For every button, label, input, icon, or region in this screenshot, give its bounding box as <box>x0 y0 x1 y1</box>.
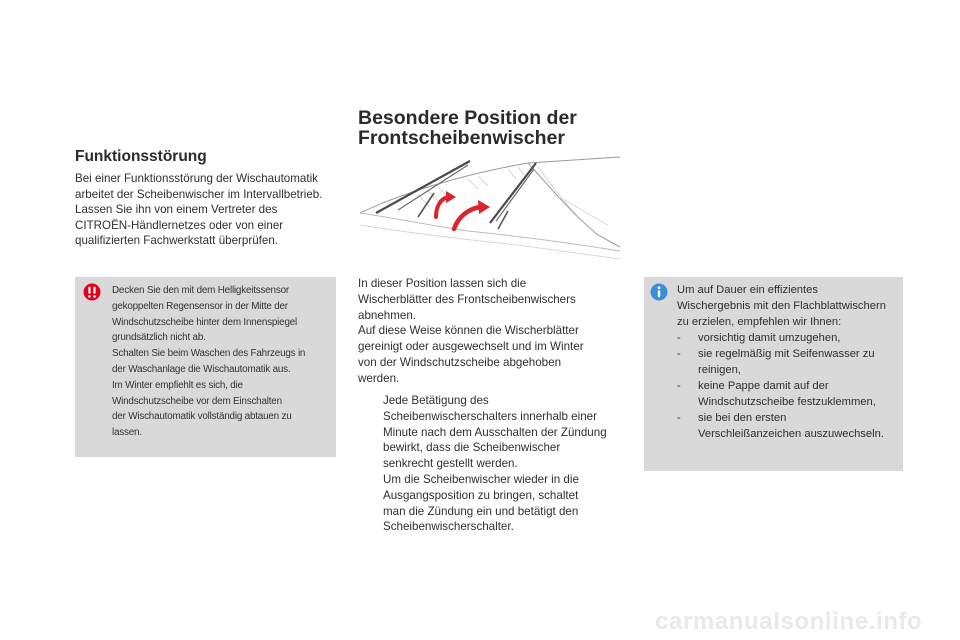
warning-line: Im Winter empfiehlt es sich, die <box>112 379 243 391</box>
step-line: Ausgangsposition zu bringen, schaltet <box>383 488 579 502</box>
warning-line: Schalten Sie beim Waschen des Fahrzeugs in <box>112 348 306 360</box>
step-item <box>358 393 628 472</box>
paragraph-line: abnehmen. <box>358 308 417 322</box>
step-marker-icon <box>358 393 383 472</box>
step-line: Scheibenwischerschalters innerhalb einer <box>383 409 597 423</box>
info-text <box>677 282 886 442</box>
step-line: senkrecht gestellt werden. <box>383 457 518 471</box>
step-line: Um die Scheibenwischer wieder in die <box>383 472 579 486</box>
paragraph-line: In dieser Position lassen sich die <box>358 277 527 290</box>
paragraph-line: arbeitet der Scheibenwischer im Intervallbetrieb. <box>75 187 323 201</box>
paragraph-line: Wischerblätter des Frontscheibenwischers <box>358 292 576 306</box>
info-list-item <box>677 330 886 346</box>
info-list-item <box>677 346 886 378</box>
info-box <box>644 277 903 471</box>
warning-line: lassen. <box>112 427 142 439</box>
warning-line: Decken Sie den mit dem Helligkeitssensor <box>112 285 289 296</box>
info-line: sie regelmäßig mit Seifenwasser zu <box>698 348 875 360</box>
warning-text <box>112 283 305 441</box>
step-line: Scheibenwischerschalter. <box>383 520 514 534</box>
info-line: Verschleißanzeichen auszuwechseln. <box>698 428 884 440</box>
info-line: reinigen, <box>698 364 741 376</box>
section-title-malfunction: Funktionsstörung <box>75 148 207 165</box>
title-line: Frontscheibenwischer <box>358 127 565 149</box>
info-line: Windschutzscheibe festzuklemmen, <box>698 396 876 408</box>
dash-bullet: - <box>677 412 681 424</box>
paragraph-line: qualifizierten Fachwerkstatt überprüfen. <box>75 234 278 248</box>
dash-bullet: - <box>677 348 681 360</box>
dash-bullet: - <box>677 380 681 392</box>
steps-list <box>358 393 628 535</box>
warning-box <box>75 277 336 457</box>
warning-line: Windschutzscheibe vor dem Einschalten <box>112 395 282 407</box>
paragraph-line: Lassen Sie ihn von einem Vertreter des <box>75 203 278 217</box>
paragraph-line: Auf diese Weise können die Wischerblätter <box>358 324 579 338</box>
paragraph-line: von der Windschutzscheibe abgehoben <box>358 355 562 369</box>
info-line: vorsichtig damit umzugehen, <box>698 332 841 344</box>
paragraph-line: Bei einer Funktionsstörung der Wischautomatik <box>75 172 318 185</box>
info-line: keine Pappe damit auf der <box>698 380 829 392</box>
section-title-wiper-position <box>358 108 577 148</box>
warning-line: Windschutzscheibe hinter dem Innenspiegel <box>112 316 298 328</box>
warning-line: gekoppelten Regensensor in der Mitte der <box>112 300 288 312</box>
info-icon <box>650 283 668 301</box>
step-item <box>358 472 628 535</box>
warning-line: der Waschanlage die Wischautomatik aus. <box>112 363 291 375</box>
step-marker-icon <box>358 472 383 535</box>
step-line: Jede Betätigung des <box>383 394 489 407</box>
warning-line: grundsätzlich nicht ab. <box>112 332 206 344</box>
wiper-raised-position-illustration <box>358 155 620 265</box>
info-line: Wischergebnis mit den Flachblattwischern <box>677 300 886 312</box>
info-line: Um auf Dauer ein effizientes <box>677 284 818 296</box>
info-list-item <box>677 410 886 442</box>
step-line: bewirkt, dass die Scheibenwischer <box>383 441 561 455</box>
info-list-item <box>677 378 886 410</box>
step-line: man die Zündung ein und betätigt den <box>383 504 579 518</box>
paragraph-line: werden. <box>358 371 400 385</box>
warning-line: der Wischautomatik vollständig abtauen zu <box>112 411 292 423</box>
malfunction-paragraph <box>75 171 337 249</box>
title-line: Besondere Position der <box>358 107 577 129</box>
dash-bullet: - <box>677 332 681 344</box>
wiper-position-paragraph <box>358 276 628 387</box>
info-line: sie bei den ersten <box>698 412 787 424</box>
warning-exclamation-icon <box>83 283 101 301</box>
watermark: carmanualsonline.info <box>655 608 923 635</box>
paragraph-line: CITROËN-Händlernetzes oder von einer <box>75 218 284 232</box>
step-line: Minute nach dem Ausschalten der Zündung <box>383 425 607 439</box>
info-line: zu erzielen, empfehlen wir Ihnen: <box>677 316 842 328</box>
paragraph-line: gereinigt oder ausgewechselt und im Winter <box>358 340 584 354</box>
